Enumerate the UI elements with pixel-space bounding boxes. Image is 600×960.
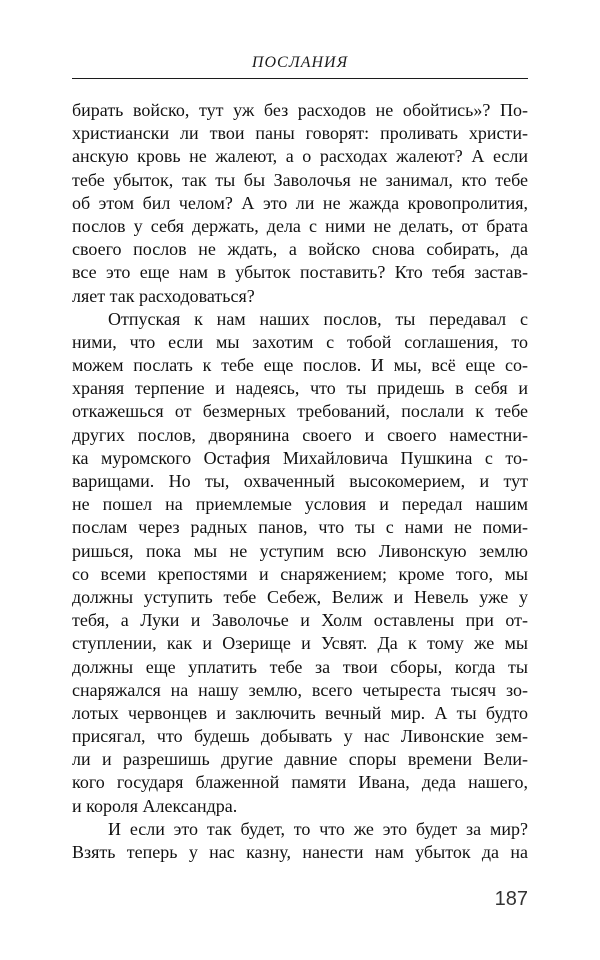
text-line: тебе убыток, так ты бы Заволочья не занимал, кто тебе xyxy=(72,169,528,190)
text-line: бирать войско, тут уж без расходов не обойтись»? По- xyxy=(72,100,528,120)
text-line: не пошел на приемлемые условия и передал нашим xyxy=(72,494,528,515)
text-line: ступлении, как и Озерище и Усвят. Да к тому же мы xyxy=(72,633,528,654)
text-line: и короля Александра. xyxy=(72,795,238,816)
body-text xyxy=(72,99,528,864)
header-rule xyxy=(72,78,528,79)
page-number: 187 xyxy=(494,888,528,910)
text-line: других послов, дворянина своего и своего наместни- xyxy=(72,424,528,445)
text-line: со всеми крепостями и снаряжением; кроме того, мы xyxy=(72,563,528,584)
text-line: варищами. Но ты, охваченный высокомерием, и тут xyxy=(72,471,528,491)
text-line: послам через радных панов, что ты с нами не поми- xyxy=(72,517,528,538)
text-line: снаряжался на нашу землю, всего четыреста тысяч зо- xyxy=(72,679,528,700)
text-line: присягал, что будешь добывать у нас Ливонские зем- xyxy=(72,726,528,747)
text-line: должны еще уплатить тебе за твои сборы, когда ты xyxy=(72,656,528,677)
text-line: можем послать к тебе еще послов. И мы, всё еще со- xyxy=(72,355,528,376)
text-line: ка муромского Остафия Михайловича Пушкина с то- xyxy=(72,447,528,468)
text-line: Отпуская к нам наших послов, ты передавал с xyxy=(108,308,528,329)
text-line: об этом бил челом? А это ли не жажда кровопролития, xyxy=(72,192,528,213)
running-header: ПОСЛАНИЯ xyxy=(251,54,349,71)
text-line: ришься, пока мы не уступим всю Ливонскую землю xyxy=(72,540,528,561)
text-line: все это еще нам в убыток поставить? Кто тебя застав- xyxy=(72,262,528,283)
text-line: должны уступить тебе Себеж, Велиж и Невель уже у xyxy=(72,586,528,607)
text-line: И если это так будет, то что же это будет за мир? xyxy=(108,818,528,839)
text-line: послов у себя держать, дела с ними не делать, от брата xyxy=(72,215,528,236)
text-line: Взять теперь у нас казну, нанести нам убыток да на xyxy=(72,842,528,862)
text-line: ними, что если мы захотим с тобой соглашения, то xyxy=(72,331,528,352)
text-line: своего послов не ждать, а войско снова собирать, да xyxy=(72,239,528,260)
text-line: храняя терпение и надеясь, что ты придешь в себя и xyxy=(72,378,528,399)
text-line: христиански ли твои паны говорят: проливать христи- xyxy=(72,123,528,144)
text-line: анскую кровь не жалеют, а о расходах жалеют? А если xyxy=(72,146,528,167)
text-line: кого государя блаженной памяти Ивана, деда нашего, xyxy=(72,772,528,793)
text-line: ли и разрешишь другие давние споры времени Вели- xyxy=(72,749,528,770)
text-line: ляет так расходоваться? xyxy=(72,285,255,306)
text-line: тебя, а Луки и Заволочье и Холм оставлены при от- xyxy=(72,610,528,631)
text-line: откажешься от безмерных требований, послали к тебе xyxy=(72,401,528,422)
text-line: лотых червонцев и заключить вечный мир. А ты будто xyxy=(72,702,528,723)
